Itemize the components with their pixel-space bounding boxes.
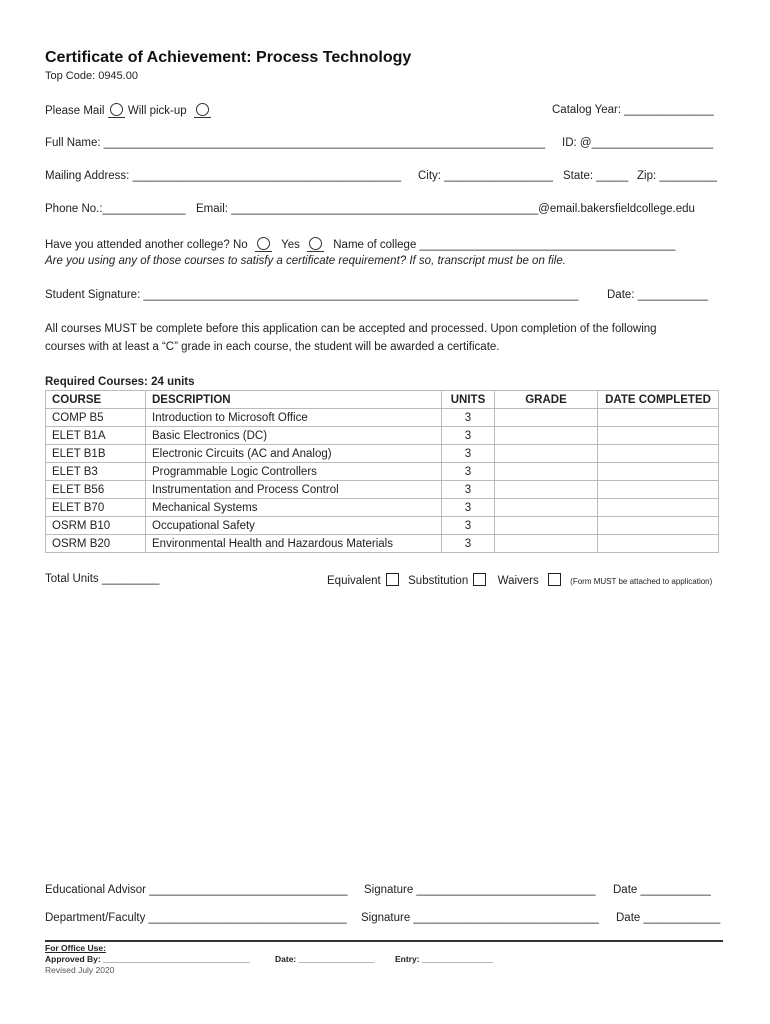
grade-cell[interactable] bbox=[495, 481, 598, 499]
course-code: ELET B56 bbox=[46, 481, 146, 499]
catalog-year-field[interactable]: Catalog Year: ______________ bbox=[552, 104, 714, 116]
table-row bbox=[46, 517, 719, 535]
table-row bbox=[46, 445, 719, 463]
substitution-label: Substitution bbox=[408, 575, 469, 587]
course-units: 3 bbox=[442, 517, 495, 535]
attended-college-row bbox=[45, 237, 675, 251]
waivers-label: Waivers bbox=[497, 575, 539, 587]
advisor-date-field[interactable]: Date ___________ bbox=[613, 884, 711, 896]
course-description: Introduction to Microsoft Office bbox=[146, 409, 442, 427]
id-field[interactable]: ID: @___________________ bbox=[562, 137, 714, 149]
yes-radio[interactable] bbox=[309, 237, 322, 250]
course-code: ELET B3 bbox=[46, 463, 146, 481]
table-row bbox=[46, 427, 719, 445]
course-units: 3 bbox=[442, 445, 495, 463]
advisor-signature-field[interactable]: Signature ____________________________ bbox=[364, 884, 596, 896]
date-completed-cell[interactable] bbox=[598, 427, 719, 445]
grade-cell[interactable] bbox=[495, 409, 598, 427]
equivalent-label: Equivalent bbox=[327, 575, 381, 587]
courses-table bbox=[45, 390, 719, 553]
course-units: 3 bbox=[442, 481, 495, 499]
please-mail-label: Please Mail bbox=[45, 105, 105, 117]
col-units-header: UNITS bbox=[442, 391, 495, 409]
table-row bbox=[46, 535, 719, 553]
grade-cell[interactable] bbox=[495, 499, 598, 517]
date-completed-cell[interactable] bbox=[598, 535, 719, 553]
total-units-field[interactable]: Total Units _________ bbox=[45, 573, 160, 585]
adjustment-options bbox=[327, 573, 712, 587]
course-units: 3 bbox=[442, 535, 495, 553]
substitution-checkbox[interactable] bbox=[473, 573, 486, 586]
grade-cell[interactable] bbox=[495, 535, 598, 553]
form-note: (Form MUST be attached to application) bbox=[570, 577, 713, 586]
course-description: Environmental Health and Hazardous Materials bbox=[146, 535, 442, 553]
will-pickup-radio[interactable] bbox=[196, 103, 209, 116]
date-completed-cell[interactable] bbox=[598, 445, 719, 463]
date-completed-cell[interactable] bbox=[598, 499, 719, 517]
will-pickup-label: Will pick-up bbox=[127, 105, 187, 117]
city-field[interactable]: City: _________________ bbox=[418, 170, 553, 182]
office-date-field[interactable]: Date: ________________ bbox=[275, 954, 375, 964]
delivery-options bbox=[45, 103, 211, 117]
office-use-heading: For Office Use: bbox=[45, 943, 106, 953]
course-code: COMP B5 bbox=[46, 409, 146, 427]
course-description: Electronic Circuits (AC and Analog) bbox=[146, 445, 442, 463]
equivalent-checkbox[interactable] bbox=[386, 573, 399, 586]
course-code: ELET B1A bbox=[46, 427, 146, 445]
email-field[interactable]: Email: ________________________________________________@email.bakersfieldcollege.edu bbox=[196, 203, 695, 215]
no-radio[interactable] bbox=[257, 237, 270, 250]
grade-cell[interactable] bbox=[495, 517, 598, 535]
col-date-completed-header: DATE COMPLETED bbox=[598, 391, 719, 409]
date-completed-cell[interactable] bbox=[598, 481, 719, 499]
page-title: Certificate of Achievement: Process Technology bbox=[45, 49, 412, 66]
grade-cell[interactable] bbox=[495, 427, 598, 445]
course-units: 3 bbox=[442, 499, 495, 517]
state-field[interactable]: State: _____ bbox=[563, 170, 629, 182]
signature-date-field[interactable]: Date: ___________ bbox=[607, 289, 709, 301]
course-code: OSRM B20 bbox=[46, 535, 146, 553]
course-description: Basic Electronics (DC) bbox=[146, 427, 442, 445]
full-name-field[interactable]: Full Name: _____________________________________________________________________ bbox=[45, 137, 546, 149]
course-units: 3 bbox=[442, 409, 495, 427]
col-description-header: DESCRIPTION bbox=[146, 391, 442, 409]
table-row bbox=[46, 463, 719, 481]
office-use-divider bbox=[45, 940, 723, 942]
faculty-signature-field[interactable]: Signature _____________________________ bbox=[361, 912, 599, 924]
date-completed-cell[interactable] bbox=[598, 517, 719, 535]
course-description: Programmable Logic Controllers bbox=[146, 463, 442, 481]
course-units: 3 bbox=[442, 427, 495, 445]
yes-label: Yes bbox=[281, 239, 300, 251]
col-course-header: COURSE bbox=[46, 391, 146, 409]
date-completed-cell[interactable] bbox=[598, 409, 719, 427]
please-mail-radio[interactable] bbox=[110, 103, 123, 116]
approved-by-field[interactable]: Approved By: _______________________________ bbox=[45, 954, 250, 964]
mailing-address-field[interactable]: Mailing Address: __________________________________________ bbox=[45, 170, 402, 182]
table-row bbox=[46, 481, 719, 499]
name-of-college-field[interactable]: Name of college ________________________________________ bbox=[333, 239, 676, 251]
department-faculty-field[interactable]: Department/Faculty _______________________________ bbox=[45, 912, 347, 924]
course-units: 3 bbox=[442, 463, 495, 481]
educational-advisor-field[interactable]: Educational Advisor _______________________________ bbox=[45, 884, 348, 896]
course-code: ELET B70 bbox=[46, 499, 146, 517]
course-code: OSRM B10 bbox=[46, 517, 146, 535]
table-row bbox=[46, 499, 719, 517]
course-description: Occupational Safety bbox=[146, 517, 442, 535]
course-code: ELET B1B bbox=[46, 445, 146, 463]
phone-field[interactable]: Phone No.:_____________ bbox=[45, 203, 186, 215]
student-signature-field[interactable]: Student Signature: ____________________________________________________________________ bbox=[45, 289, 579, 301]
using-courses-question: Are you using any of those courses to satisfy a certificate requirement? If so, transcript must be on file. bbox=[45, 255, 566, 267]
required-courses-heading: Required Courses: 24 units bbox=[45, 376, 195, 388]
course-description: Mechanical Systems bbox=[146, 499, 442, 517]
grade-cell[interactable] bbox=[495, 445, 598, 463]
notice-line-2: courses with at least a “C” grade in each course, the student will be awarded a certificate. bbox=[45, 341, 500, 353]
revised-date: Revised July 2020 bbox=[45, 965, 115, 975]
course-description: Instrumentation and Process Control bbox=[146, 481, 442, 499]
faculty-date-field[interactable]: Date ____________ bbox=[616, 912, 721, 924]
grade-cell[interactable] bbox=[495, 463, 598, 481]
col-grade-header: GRADE bbox=[495, 391, 598, 409]
waivers-checkbox[interactable] bbox=[548, 573, 561, 586]
top-code: Top Code: 0945.00 bbox=[45, 70, 138, 82]
attended-college-question: Have you attended another college? No bbox=[45, 239, 248, 251]
table-header-row bbox=[46, 391, 719, 409]
entry-field[interactable]: Entry: _______________ bbox=[395, 954, 493, 964]
notice-line-1: All courses MUST be complete before this application can be accepted and processed. Upon completion of the following bbox=[45, 323, 657, 335]
table-row bbox=[46, 409, 719, 427]
date-completed-cell[interactable] bbox=[598, 463, 719, 481]
zip-field[interactable]: Zip: _________ bbox=[637, 170, 717, 182]
